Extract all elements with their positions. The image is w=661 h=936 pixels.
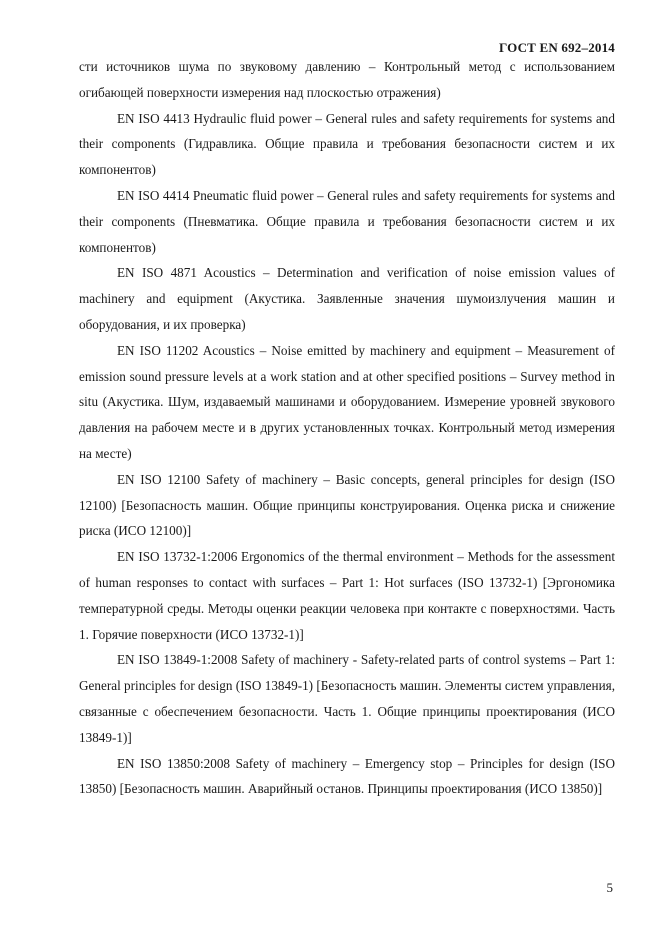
- document-id-header: ГОСТ EN 692–2014: [498, 40, 615, 55]
- reference-en-iso-11202: EN ISO 11202 Acoustics – Noise emitted by machinery and equipment – Measurement of emission sound pressure levels at a work station and at other specified positions – Survey method in situ (Акустика. Шум, издаваемый машинами и оборудованием. Измерение уровней звукового давления на рабочем месте и в других установленных точках. Контрольный метод измерения на месте): [79, 342, 615, 461]
- reference-en-iso-4871: EN ISO 4871 Acoustics – Determination and verification of noise emission values of machinery and equipment (Акустика. Заявленные значения шумоизлучения машин и оборудования, и их проверка): [79, 265, 615, 332]
- reference-en-iso-4413: EN ISO 4413 Hydraulic fluid power – General rules and safety requirements for systems and their components (Гидравлика. Общие правила и требования безопасности систем и их компонентов): [79, 110, 615, 178]
- reference-en-iso-13850: EN ISO 13850:2008 Safety of machinery – Emergency stop – Principles for design (ISO 13850) [Безопасность машин. Аварийный останов. Принципы проектирования (ИСО 13850)]: [79, 755, 615, 797]
- reference-en-iso-13849-1: EN ISO 13849-1:2008 Safety of machinery - Safety-related parts of control systems – Part 1: General principles for design (ISO 13849-1) [Безопасность машин. Элементы систем управления, связанные с обеспечением безопасности. Часть 1. Общие принципы проектирования (ИСО 13849-1)]: [79, 652, 615, 745]
- reference-en-iso-13732-1: EN ISO 13732-1:2006 Ergonomics of the thermal environment – Methods for the assessment of human responses to contact with surfaces – Part 1: Hot surfaces (ISO 13732-1) [Эргономика температурной среды. Методы оценки реакции человека при контакте с поверхностями. Часть 1. Горячие поверхности (ИСО 13732-1)]: [79, 549, 615, 642]
- reference-continuation: сти источников шума по звуковому давлению – Контрольный метод с использованием огибающей поверхности измерения над плоскостью отражения): [79, 59, 615, 100]
- page-number: 5: [606, 880, 613, 895]
- references-body: [79, 54, 615, 802]
- reference-en-iso-12100: EN ISO 12100 Safety of machinery – Basic concepts, general principles for design (ISO 12100) [Безопасность машин. Общие принципы конструирования. Оценка риска и снижение риска (ИСО 12100)]: [79, 471, 615, 539]
- reference-en-iso-4414: EN ISO 4414 Pneumatic fluid power – General rules and safety requirements for systems and their components (Пневматика. Общие правила и требования безопасности систем и их компонентов): [79, 187, 615, 255]
